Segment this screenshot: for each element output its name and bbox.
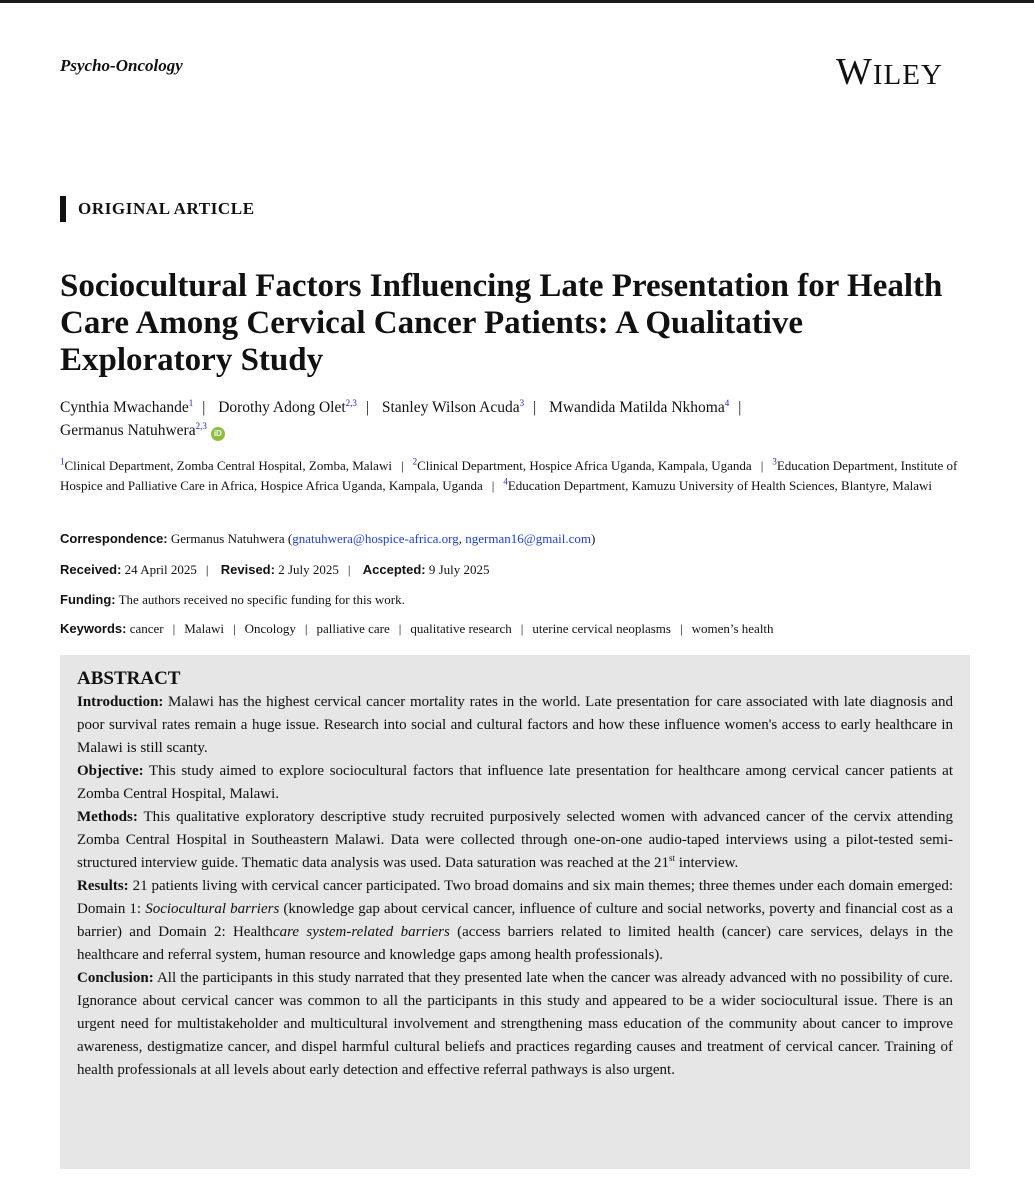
correspondence-name: Germanus Natuhwera xyxy=(170,531,285,546)
article-dates: Received: 24 April 2025 | Revised: 2 July 2025 | Accepted: 9 July 2025 xyxy=(60,562,490,577)
author-list: Cynthia Mwachande$^1$ | Dorothy Adong Olet$^{2,3}$ | Stanley Wilson Acuda$^3$ | Mwandida Matilda Nkhoma$^4$ | Germanus Natuhwera$^{2,3}$iD xyxy=(60,397,742,439)
author-affil-sup[interactable]: 3 xyxy=(519,397,525,408)
email-link[interactable]: ngerman16@gmail.com xyxy=(465,531,591,546)
received-label: Received: xyxy=(60,562,122,577)
abstract-methods xyxy=(77,806,953,875)
section-text: All the participants in this study narrated that they presented late when the cancer was already advanced with no possibility of cure. Ignorance about cervical cancer was common to all the participants in this study and appeared to be a wider sociocultural issue. There is an urgent need for multistakeholder and multicultural involvement and strengthening mass education of the community about cancer to improve awareness, destigmatize cancer, and dispel harmful cultural beliefs and practices regarding causes and treatment of cervical cancer. Training of health professionals at all levels about early detection and effective referral pathways is also urgent. xyxy=(77,970,953,1078)
journal-name: Psycho-Oncology xyxy=(60,56,183,75)
ordinal-sup: st xyxy=(669,853,676,863)
keyword[interactable]: uterine cervical neoplasms xyxy=(532,621,671,636)
keyword[interactable]: palliative care xyxy=(316,621,390,636)
section-text: This qualitative exploratory descriptive study recruited purposively selected women with advanced cancer of the cervix attending Zomba Central Hospital in Southeastern Malawi. Data were collected through one-on-one audio-taped interviews using a pilot-tested semi-structured interview guide. Thematic data analysis was used. Data saturation was reached at the 21 xyxy=(77,809,954,871)
affil-text: Clinical Department, Hospice Africa Uganda, Kampala, Uganda xyxy=(417,458,752,473)
abstract-box xyxy=(60,655,970,1169)
affil-text: Education Department, Institute of Hospice and Palliative Care in Africa, Hospice Africa Uganda, Kampala, Uganda xyxy=(60,458,958,493)
top-border xyxy=(0,0,1034,3)
section-label: Results: xyxy=(77,878,129,894)
section-label: Objective: xyxy=(77,763,144,779)
author-affil-sup[interactable]: 2,3 xyxy=(345,397,357,408)
keywords: Keywords: cancer | Malawi | Oncology | palliative care | qualitative research | uterine cervical neoplasms | women’s health xyxy=(60,621,774,636)
section-text: 21 patients living with cervical cancer participated. Two broad domains and six main themes; three themes under each domain emerged: Domain 1: xyxy=(77,878,954,917)
abstract-results xyxy=(77,875,953,967)
section-label: Conclusion: xyxy=(77,970,154,986)
section-text: (access barriers related to limited health (cancer) care services, delays in the healthcare and referral system, human resource and knowledge gaps among health professionals). xyxy=(77,924,953,963)
correspondence-label: Correspondence: xyxy=(60,531,168,546)
funding xyxy=(60,591,970,609)
domain-1-name: Sociocultural barriers xyxy=(145,901,280,917)
received-date: 24 April 2025 xyxy=(124,562,197,577)
keyword[interactable]: qualitative research xyxy=(410,621,512,636)
author-name[interactable]: Mwandida Matilda Nkhoma xyxy=(549,399,725,416)
publisher-logo: WILEY xyxy=(836,51,943,93)
abstract-objective xyxy=(77,760,953,806)
email-link[interactable]: gnatuhwera@hospice-africa.org xyxy=(292,531,459,546)
affiliations: $^1$Clinical Department, Zomba Central Hospital, Zomba, Malawi | $^2$Clinical Department, Hospice Africa Uganda, Kampala, Uganda | $^3$Education Department, Institute of Hospice and Palliative Care in Africa, Hospice Africa Uganda, Kampala, Uganda | $^4$Education Department, Kamuzu University of Health Sciences, Blantyre, Malawi xyxy=(60,456,958,493)
author-name[interactable]: Germanus Natuhwera xyxy=(60,422,196,439)
correspondence: Correspondence: Germanus Natuhwera (gnatuhwera@hospice-africa.org, ngerman16@gmail.com) xyxy=(60,531,596,546)
article-title: Sociocultural Factors Influencing Late Presentation for Health Care Among Cervical Cancer Patients: A Qualitative Exploratory Study xyxy=(60,268,943,378)
section-label: Methods: xyxy=(77,809,138,825)
revised-label: Revised: xyxy=(220,562,275,577)
affil-sup: 2 xyxy=(412,456,418,467)
affil-sup: 4 xyxy=(503,476,508,487)
author-affil-sup[interactable]: 2,3 xyxy=(195,420,207,431)
abstract-conclusion xyxy=(77,967,953,1082)
author-name[interactable]: Stanley Wilson Acuda xyxy=(381,399,520,416)
article-type-label: ORIGINAL ARTICLE xyxy=(60,196,255,222)
abstract-heading: ABSTRACT xyxy=(77,668,181,689)
keywords-label: Keywords: xyxy=(60,621,127,636)
keyword[interactable]: Malawi xyxy=(184,621,224,636)
keyword[interactable]: Oncology xyxy=(244,621,296,636)
keyword[interactable]: cancer xyxy=(129,621,164,636)
affil-text: Clinical Department, Zomba Central Hospital, Zomba, Malawi xyxy=(64,458,392,473)
abstract-introduction xyxy=(77,691,953,760)
revised-date: 2 July 2025 xyxy=(278,562,339,577)
domain-2-name: care system-related barriers xyxy=(272,924,450,940)
author-name[interactable]: Dorothy Adong Olet xyxy=(218,399,346,416)
funding-label: Funding: xyxy=(60,592,116,607)
section-label: Introduction: xyxy=(77,694,164,710)
orcid-icon[interactable]: iD xyxy=(211,427,225,441)
section-text: Malawi has the highest cervical cancer mortality rates in the world. Late presentation for care associated with late diagnosis and poor survival rates remain a huge issue. Research into social and cultural factors and how these influence women's access to early healthcare in Malawi is still scanty. xyxy=(77,694,954,756)
author-affil-sup[interactable]: 1 xyxy=(188,397,194,408)
accepted-label: Accepted: xyxy=(362,562,426,577)
author-name[interactable]: Cynthia Mwachande xyxy=(60,399,189,416)
section-text-end: interview. xyxy=(675,855,739,871)
author-affil-sup[interactable]: 4 xyxy=(724,397,730,408)
section-text: This study aimed to explore sociocultural factors that influence late presentation for healthcare among cervical cancer patients at Zomba Central Hospital, Malawi. xyxy=(77,763,953,802)
section-text: (knowledge gap about cervical cancer, influence of culture and social networks, poverty and financial cost as a barrier) and Domain 2: Health xyxy=(77,901,953,940)
affil-sup: 3 xyxy=(772,456,777,467)
keyword[interactable]: women’s health xyxy=(691,621,774,636)
affil-text: Education Department, Kamuzu University of Health Sciences, Blantyre, Malawi xyxy=(507,478,933,493)
funding-text: The authors received no specific funding for this work. xyxy=(118,592,405,607)
affil-sup: 1 xyxy=(60,456,65,467)
accepted-date: 9 July 2025 xyxy=(428,562,490,577)
